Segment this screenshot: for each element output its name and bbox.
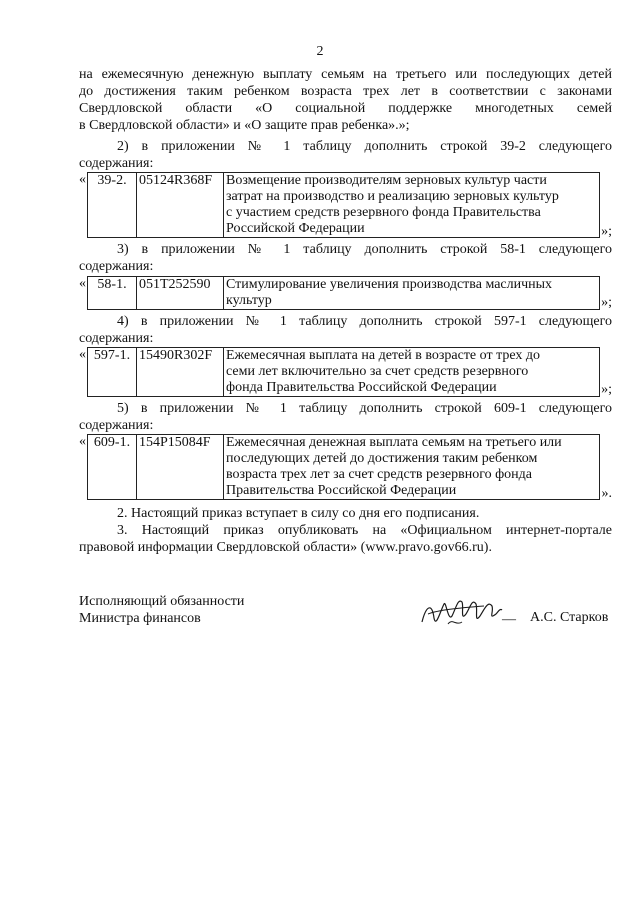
close-quote: »;: [601, 295, 612, 310]
table-row-597-1: [79, 347, 612, 399]
closing-clauses: [79, 505, 612, 556]
table-row-58-1: [79, 276, 612, 312]
clause-2: 2. Настоящий приказ вступает в силу со дня его подписания.: [117, 506, 480, 521]
handwritten-signature: [418, 592, 504, 632]
amendment-item-3: [79, 241, 612, 275]
desc-line: Российской Федерации: [226, 221, 365, 236]
row-number: 58-1.: [88, 277, 137, 310]
row-code: 15490R302F: [137, 348, 224, 397]
row-description: [224, 173, 600, 238]
row-number: 39-2.: [88, 173, 137, 238]
text-line: содержания:: [79, 331, 154, 346]
desc-line: последующих детей до достижения таким ребенком: [226, 451, 538, 466]
desc-line: с участием средств резервного фонда Правительства: [226, 205, 541, 220]
row-number: 597-1.: [88, 348, 137, 397]
text-line: на ежемесячную денежную выплату семьям на третьего или последующих детей: [79, 67, 612, 82]
clause-3-line: 3. Настоящий приказ опубликовать на «Официальном интернет-портале: [117, 523, 612, 538]
amendment-item-5: [79, 400, 612, 434]
text-line: в Свердловской области» и «О защите прав ребенка».»;: [79, 118, 410, 133]
desc-line: затрат на производство и реализацию зерновых культур: [226, 189, 559, 204]
text-line: содержания:: [79, 156, 154, 171]
text-line: 3) в приложении № 1 таблицу дополнить строкой 58-1 следующего: [117, 242, 612, 257]
row-code: 05124R368F: [137, 173, 224, 238]
row-description: [224, 435, 600, 500]
close-quote: »;: [601, 224, 612, 239]
open-quote: «: [79, 276, 86, 291]
table-row-609-1: [79, 434, 612, 502]
signatory-title: [79, 593, 244, 627]
row-code: 154P15084F: [137, 435, 224, 500]
desc-line: Стимулирование увеличения производства масличных: [226, 277, 553, 292]
text-line: Свердловской области «О социальной поддержке многодетных семей: [79, 101, 612, 116]
row-description: [224, 277, 600, 310]
signatory-title-line: Министра финансов: [79, 611, 201, 626]
text-line: до достижения таким ребенком возраста трех лет в соответствии с законами: [79, 84, 612, 99]
open-quote: «: [79, 434, 86, 449]
row-description: [224, 348, 600, 397]
text-line: 4) в приложении № 1 таблицу дополнить строкой 597-1 следующего: [117, 314, 612, 329]
desc-line: Ежемесячная денежная выплата семьям на третьего или: [226, 435, 562, 450]
text-line: 5) в приложении № 1 таблицу дополнить строкой 609-1 следующего: [117, 401, 612, 416]
signatory-title-line: Исполняющий обязанности: [79, 594, 245, 609]
desc-line: Правительства Российской Федерации: [226, 483, 457, 498]
close-quote: ».: [601, 486, 612, 501]
intro-paragraph: [79, 66, 612, 134]
desc-line: фонда Правительства Российской Федерации: [226, 380, 497, 395]
budget-table: [87, 172, 600, 238]
amendment-item-2: [79, 138, 612, 172]
budget-table: [87, 276, 600, 310]
row-number: 609-1.: [88, 435, 137, 500]
budget-table: [87, 434, 600, 500]
amendment-item-4: [79, 313, 612, 347]
signature-dash: —: [502, 612, 516, 627]
desc-line: возраста трех лет за счет средств резервного фонда: [226, 467, 532, 482]
text-line: содержания:: [79, 259, 154, 274]
text-line: 2) в приложении № 1 таблицу дополнить строкой 39-2 следующего: [117, 139, 612, 154]
open-quote: «: [79, 172, 86, 187]
desc-line: семи лет включительно за счет средств резервного: [226, 364, 529, 379]
desc-line: Возмещение производителям зерновых культур части: [226, 173, 547, 188]
row-code: 051T252590: [137, 277, 224, 310]
close-quote: »;: [601, 382, 612, 397]
table-row-39-2: [79, 172, 612, 240]
open-quote: «: [79, 347, 86, 362]
clause-3-line: правовой информации Свердловской области» (www.pravo.gov66.ru).: [79, 540, 492, 555]
desc-line: Ежемесячная выплата на детей в возрасте от трех до: [226, 348, 541, 363]
budget-table: [87, 347, 600, 397]
page-number: 2: [316, 44, 324, 59]
text-line: содержания:: [79, 418, 154, 433]
desc-line: культур: [226, 293, 272, 308]
signatory-name: А.С. Старков: [530, 610, 609, 625]
